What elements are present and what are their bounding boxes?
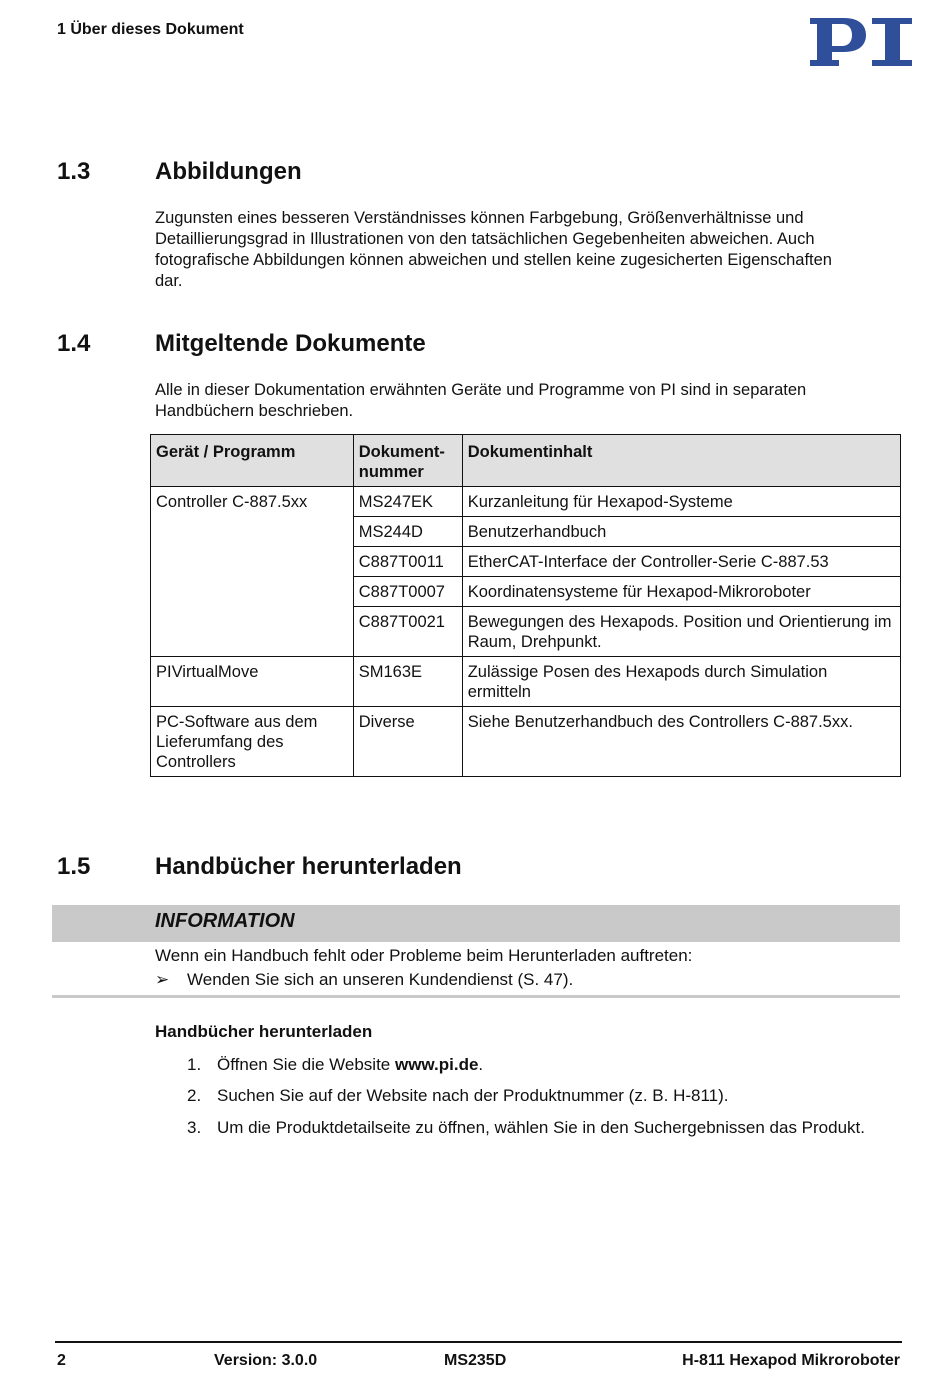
step-item: [187, 1086, 729, 1106]
cell-content: Zulässige Posen des Hexapods durch Simulation ermitteln: [462, 657, 900, 707]
pi-logo: [808, 14, 914, 68]
cell-content: Bewegungen des Hexapods. Position und Orientierung im Raum, Drehpunkt.: [462, 607, 900, 657]
information-title: INFORMATION: [155, 910, 295, 932]
step-text: Öffnen Sie die Website: [217, 1055, 395, 1074]
step-text: Um die Produktdetailseite zu öffnen, wählen Sie in den Suchergebnissen das Produkt.: [217, 1118, 865, 1137]
table-row: [151, 517, 901, 547]
table-row: [151, 707, 901, 777]
cell-content: Siehe Benutzerhandbuch des Controllers C-887.5xx.: [462, 707, 900, 777]
step-item: [187, 1118, 865, 1138]
running-header: 1 Über dieses Dokument: [57, 21, 244, 38]
cell-device: [151, 547, 354, 577]
cell-doc-number: C887T0021: [353, 607, 462, 657]
cell-content: Koordinatensysteme für Hexapod-Mikroroboter: [462, 577, 900, 607]
footer-doc-id: MS235D: [444, 1352, 507, 1369]
section-number-1-5: 1.5: [57, 853, 91, 880]
cell-content: Benutzerhandbuch: [462, 517, 900, 547]
table-row: [151, 577, 901, 607]
text-line: Zugunsten eines besseren Verständnisses können Farbgebung, Größenverhältnisse und: [155, 209, 804, 227]
column-header-device: Gerät / Programm: [151, 435, 354, 487]
cell-doc-number: SM163E: [353, 657, 462, 707]
text-line: fotografische Abbildungen können abweichen und stellen keine zugesicherten Eigenschaften: [155, 251, 832, 269]
information-divider: [52, 995, 900, 998]
website-link[interactable]: www.pi.de: [394, 1055, 479, 1074]
text-line: Detaillierungsgrad in Illustrationen von den tatsächlichen Gegebenheiten abweichen. Auch: [155, 230, 815, 248]
cell-doc-number: Diverse: [353, 707, 462, 777]
information-list-item: [155, 970, 573, 990]
section-title-mitgeltende-dokumente: Mitgeltende Dokumente: [155, 330, 426, 357]
cell-doc-number: MS247EK: [353, 487, 462, 517]
step-number: 1.: [187, 1055, 202, 1074]
table-row: [151, 657, 901, 707]
table-row: [151, 487, 901, 517]
step-item: [187, 1055, 483, 1075]
footer-product: H-811 Hexapod Mikroroboter: [682, 1352, 900, 1369]
cell-content: Kurzanleitung für Hexapod-Systeme: [462, 487, 900, 517]
cell-device: PC-Software aus dem Lieferumfang des Controllers: [151, 707, 354, 777]
table-row: [151, 607, 901, 657]
section-number-1-3: 1.3: [57, 158, 91, 185]
column-header-doc-number: Dokument- nummer: [353, 435, 462, 487]
section-title-handbuecher-herunterladen: Handbücher herunterladen: [155, 853, 462, 880]
step-number: 3.: [187, 1118, 202, 1137]
table-row: [151, 547, 901, 577]
section-1-4-paragraph: [155, 380, 895, 422]
documents-table: [150, 434, 901, 777]
cell-device: [151, 577, 354, 607]
section-number-1-4: 1.4: [57, 330, 91, 357]
cell-device: [151, 517, 354, 547]
cell-doc-number: MS244D: [353, 517, 462, 547]
footer-rule: [55, 1341, 902, 1343]
cell-device: [151, 607, 354, 657]
information-item-text: Wenden Sie sich an unseren Kundendienst (S. 47).: [187, 970, 574, 989]
column-header-content: Dokumentinhalt: [462, 435, 900, 487]
cell-device: Controller C-887.5xx: [151, 487, 354, 517]
information-text: Wenn ein Handbuch fehlt oder Probleme beim Herunterladen auftreten:: [155, 946, 693, 965]
cell-content: EtherCAT-Interface der Controller-Serie C-887.53: [462, 547, 900, 577]
footer-page-number: 2: [57, 1352, 66, 1369]
cell-doc-number: C887T0007: [353, 577, 462, 607]
cell-doc-number: C887T0011: [353, 547, 462, 577]
arrow-bullet-icon: ➢: [155, 970, 170, 989]
section-1-3-paragraph: [155, 208, 895, 292]
footer-version: Version: 3.0.0: [214, 1352, 318, 1369]
subheading-download: Handbücher herunterladen: [155, 1022, 373, 1041]
step-text: Suchen Sie auf der Website nach der Produktnummer (z. B. H-811).: [217, 1086, 729, 1105]
text-line: Handbüchern beschrieben.: [155, 402, 354, 420]
table-header-row: [151, 435, 901, 487]
step-text-end: .: [478, 1055, 484, 1074]
text-line: Alle in dieser Dokumentation erwähnten Geräte und Programme von PI sind in separaten: [155, 381, 807, 399]
cell-device: PIVirtualMove: [151, 657, 354, 707]
step-number: 2.: [187, 1086, 202, 1105]
text-line: dar.: [155, 272, 183, 290]
section-title-abbildungen: Abbildungen: [155, 158, 302, 185]
